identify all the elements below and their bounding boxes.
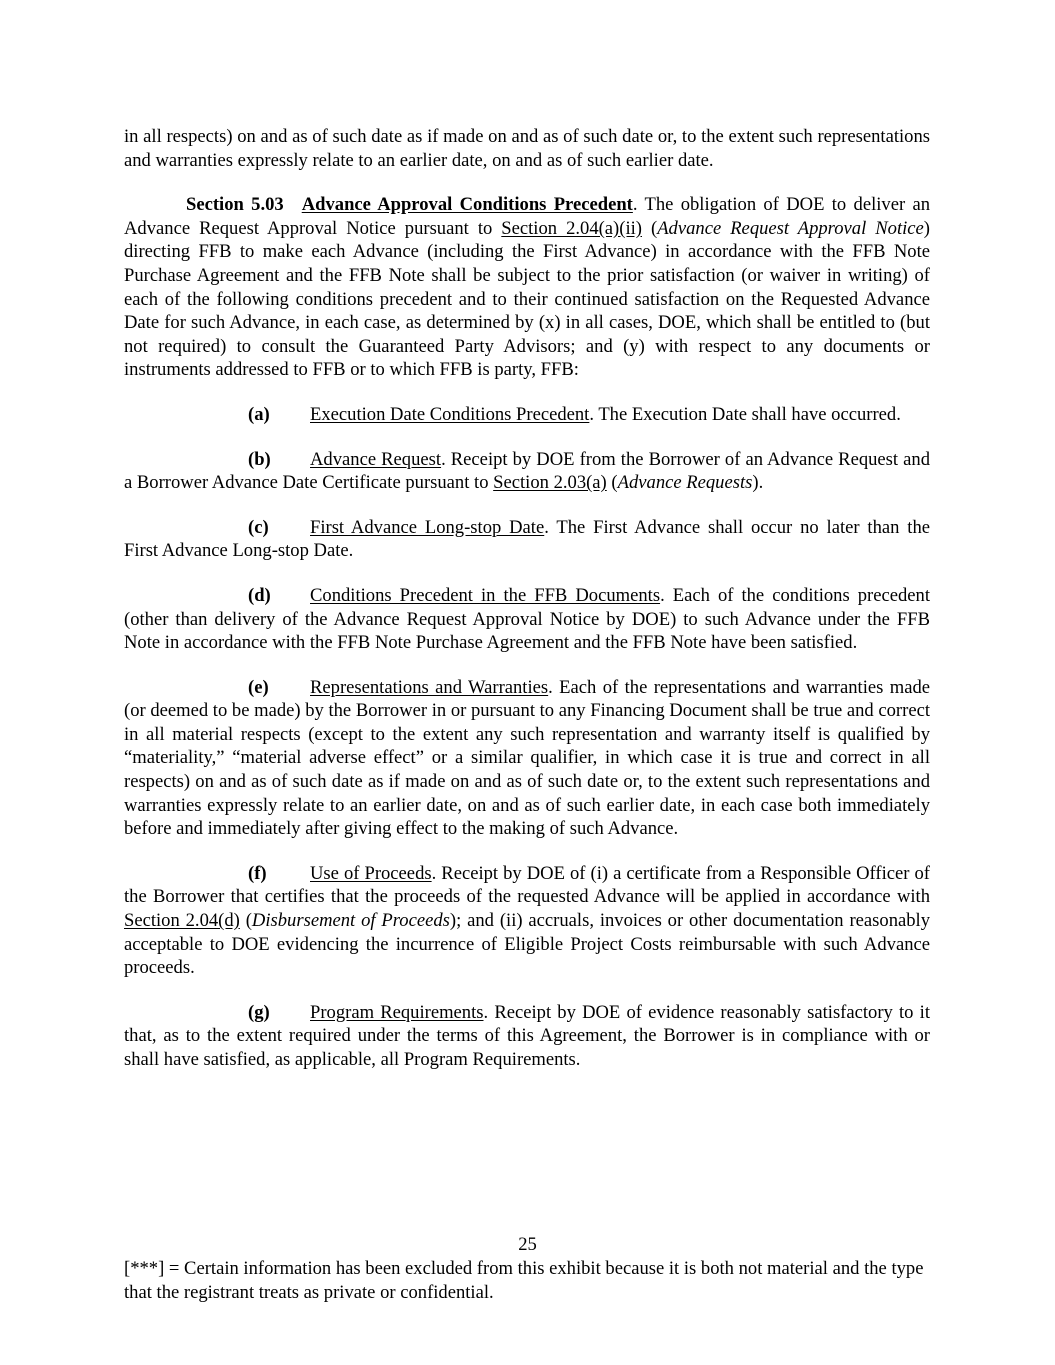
item-heading: Representations and Warranties [310, 676, 549, 698]
item-heading: Advance Request [310, 448, 442, 470]
item-reference-title: Advance Requests [617, 472, 753, 494]
document-page [124, 125, 930, 1072]
item-text: . The First Advance shall occur no later than the First Advance Long-stop Date. [124, 516, 930, 562]
item-heading: Use of Proceeds [310, 862, 432, 884]
item-reference-link: Section 2.03(a) [493, 472, 607, 494]
item-label: (e) [248, 676, 269, 698]
continuation-paragraph: in all respects) on and as of such date as if made on and as of such date or, to the extent such representations and warranties expressly relate to an earlier date, on and as of such earlier date. [124, 126, 930, 171]
condition-item-a [124, 403, 930, 427]
condition-item-e [124, 676, 930, 841]
item-heading: Program Requirements [310, 1001, 484, 1023]
condition-item-f: (f) Use of Proceeds. Receipt by DOE of (i) a certificate from a Responsible Officer of the Borrower that certifies that the proceeds of the requested Advance will be applied in accordance with Section 2.04(d) (Disbursement of Proceeds); and (ii) accruals, invoices or other documentation reasonably acceptable to DOE evidencing the incurrence of Eligible Project Costs reimbursable with such Advance proceeds. [124, 862, 931, 979]
item-label: (c) [248, 516, 269, 538]
condition-item-d [124, 584, 930, 655]
condition-item-g [124, 1001, 930, 1072]
section-number: Section 5.03 [186, 194, 284, 216]
item-text: . Each of the representations and warranties made (or deemed to be made) by the Borrower in or pursuant to any Financing Document shall be true and correct in all material respects (except to the extent any such representation and warranty itself is qualified by “materiality,” “material adverse effect” or a similar qualifier, in which case it is true and correct in all respects) on and as of such date as if made on and as of such date or, to the extent such representations and warranties expressly relate to an earlier date, on and as of such earlier date, in each case both immediately before and immediately after giving effect to the making of such Advance. [124, 676, 931, 840]
section-text: ) directing FFB to make each Advance (including the First Advance) in accordance with the FFB Note Purchase Agreement and the FFB Note shall be subject to the prior satisfaction (or waiver in writing) of each of the following conditions precedent and to their continued satisfaction on the Requested Advance Date for such Advance, in each case, as determined by (x) in all cases, DOE, which shall be entitled to (but not required) to consult the Guaranteed Party Advisors; and (y) with respect to any documents or instruments addressed to FFB or to which FFB is party, FFB: [124, 217, 930, 381]
item-label: (a) [248, 403, 270, 425]
item-heading: Conditions Precedent in the FFB Documents [310, 584, 661, 606]
condition-item-c [124, 516, 930, 563]
item-label: (d) [248, 584, 271, 606]
section-5-03-paragraph: Section 5.03 Advance Approval Conditions Precedent. The obligation of DOE to deliver an Advance Request Approval Notice pursuant to Section 2.04(a)(ii) (Advance Request Approval Notice) directing FFB to make each Advance (including the First Advance) in accordance with the FFB Note Purchase Agreement and the FFB Note shall be subject to the prior satisfaction (or waiver in writing) of each of the following conditions precedent and to their continued satisfaction on the Requested Advance Date for such Advance, in each case, as determined by (x) in all cases, DOE, which shall be entitled to (but not required) to consult the Guaranteed Party Advisors; and (y) with respect to any documents or instruments addressed to FFB or to which FFB is party, FFB: [124, 194, 931, 381]
item-text: . Receipt by DOE from the Borrower of an Advance Request and a Borrower Advance Date Certificate pursuant to [124, 448, 931, 494]
section-reference-title: Advance Request Approval Notice [657, 217, 924, 239]
condition-item-b: (b) Advance Request. Receipt by DOE from the Borrower of an Advance Request and a Borrower Advance Date Certificate pursuant to Section 2.03(a) (Advance Requests). [124, 448, 931, 494]
page-number: 25 [518, 1234, 537, 1255]
item-text: . The Execution Date shall have occurred. [589, 403, 901, 425]
item-reference-link: Section 2.04(d) [124, 910, 240, 932]
item-reference-title: Disbursement of Proceeds [251, 910, 450, 932]
item-text: . Receipt by DOE of evidence reasonably satisfactory to it that, as to the extent required under the terms of this Agreement, the Borrower is in compliance with or shall have satisfied, as applicable, all Program Requirements. [124, 1001, 930, 1070]
item-label: (g) [248, 1001, 270, 1023]
item-text: . Receipt by DOE of (i) a certificate from a Responsible Officer of the Borrower that certifies that the proceeds of the requested Advance will be applied in accordance with [124, 862, 930, 908]
item-heading: Execution Date Conditions Precedent [310, 403, 590, 425]
item-text: . Each of the conditions precedent (other than delivery of the Advance Request Approval Notice by DOE) to such Advance under the FFB Note in accordance with the FFB Note Purchase Agreement and the FFB Note have been satisfied. [124, 584, 930, 654]
footer-confidentiality-note: [***] = Certain information has been excluded from this exhibit because it is both not material and the type that the registrant treats as private or confidential. [124, 1258, 924, 1303]
item-label: (f) [248, 862, 267, 884]
section-title: Advance Approval Conditions Precedent [301, 194, 633, 216]
item-heading: First Advance Long-stop Date [310, 516, 545, 538]
section-reference-link: Section 2.04(a)(ii) [501, 217, 642, 239]
section-text: . The obligation of DOE to deliver an Advance Request Approval Notice pursuant to [124, 194, 931, 239]
item-label: (b) [248, 448, 271, 470]
